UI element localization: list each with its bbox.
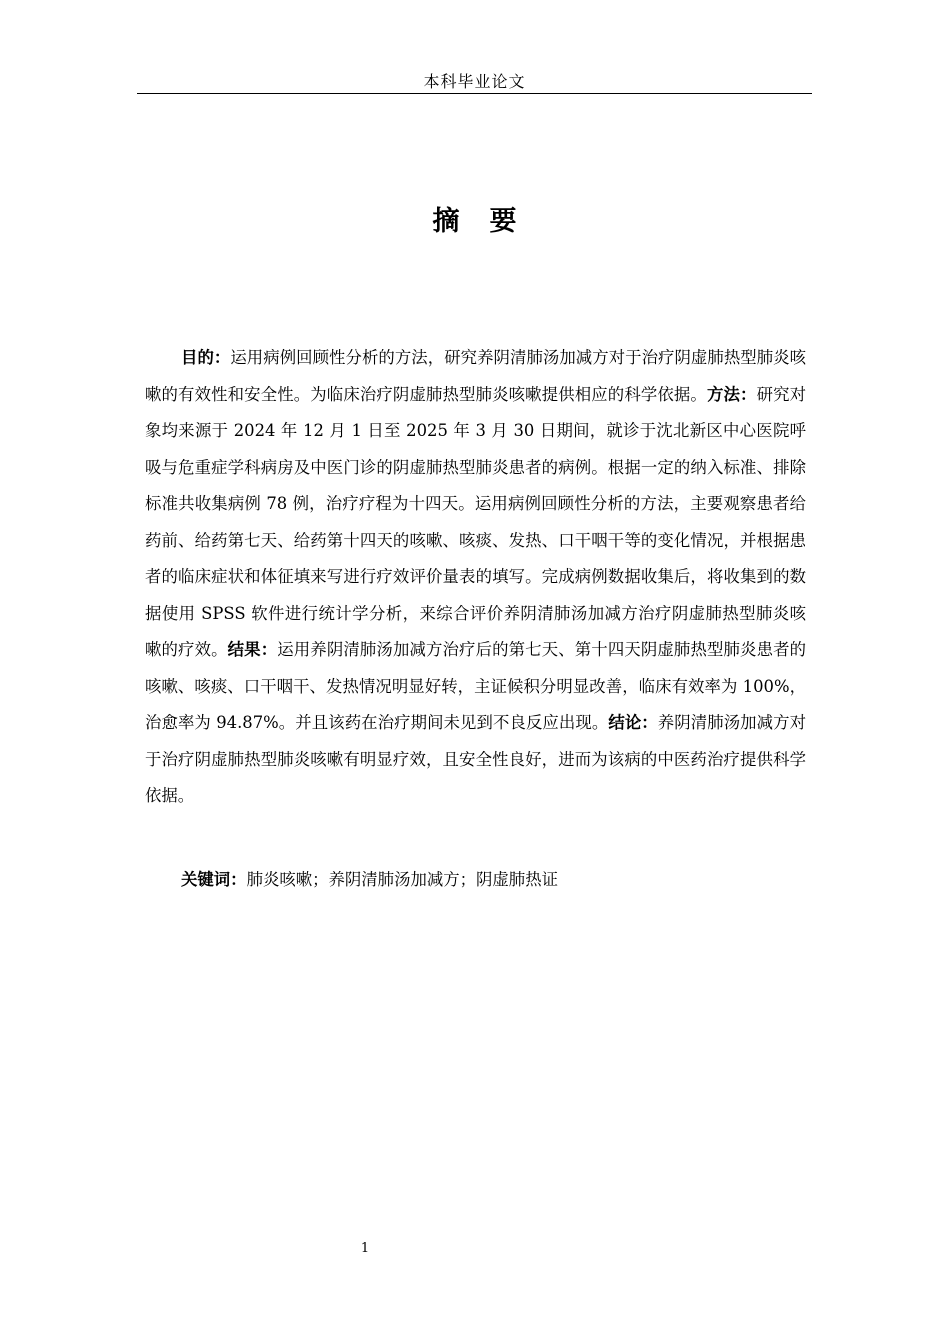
keywords-line <box>145 862 806 899</box>
objective-label: 目的： <box>181 348 231 367</box>
keywords-label: 关键词： <box>181 870 247 889</box>
conclusion-label: 结论： <box>608 713 658 732</box>
results-label: 结果： <box>227 640 278 659</box>
running-header-title: 本科毕业论文 <box>423 72 526 91</box>
conclusion-text: 养阴清肺汤加减方对于治疗阴虚肺热型肺炎咳嗽有明显疗效，且安全性良好，进而为该病的中医药治疗提供科学依据。 <box>145 713 806 805</box>
results-text: 运用养阴清肺汤加减方治疗后的第七天、第十四天阴虚肺热型肺炎患者的咳嗽、咳痰、口干咽干、发热情况明显好转，主证候积分明显改善，临床有效率为 100%，治愈率为 94.87%。并且该药在治疗期间未见到不良反应出现。 <box>145 640 807 732</box>
keywords-text: 肺炎咳嗽；养阴清肺汤加减方；阴虚肺热证 <box>246 870 558 889</box>
methods-text: 研究对象均来源于 2024 年 12 月 1 日至 2025 年 3 月 30 日期间，就诊于沈北新区中心医院呼吸与危重症学科病房及中医门诊的阴虚肺热型肺炎患者的病例。根据一定的纳入标准、排除标准共收集病例 78 例，治疗疗程为十四天。运用病例回顾性分析的方法，主要观察患者给药前、给药第七天、给药第十四天的咳嗽、咳痰、发热、口干咽干等的变化情况，并根据患者的临床症状和体征填来写进行疗效评价量表的填写。完成病例数据收集后，将收集到的数据使用 SPSS 软件进行统计学分析，来综合评价养阴清肺汤加减方治疗阴虚肺热型肺炎咳嗽的疗效。 <box>145 384 807 659</box>
header-divider <box>137 93 812 94</box>
page-number: 1 <box>360 1241 370 1256</box>
abstract-title <box>137 203 812 241</box>
abstract-title-char-2: 要 <box>489 206 517 237</box>
methods-label: 方法： <box>706 384 757 404</box>
objective-text: 运用病例回顾性分析的方法，研究养阴清肺汤加减方对于治疗阴虚肺热型肺炎咳嗽的有效性和安全性。为临床治疗阴虚肺热型肺炎咳嗽提供相应的科学依据。 <box>145 348 807 404</box>
abstract-title-char-1: 摘 <box>432 206 460 237</box>
abstract-paragraph <box>145 340 806 815</box>
